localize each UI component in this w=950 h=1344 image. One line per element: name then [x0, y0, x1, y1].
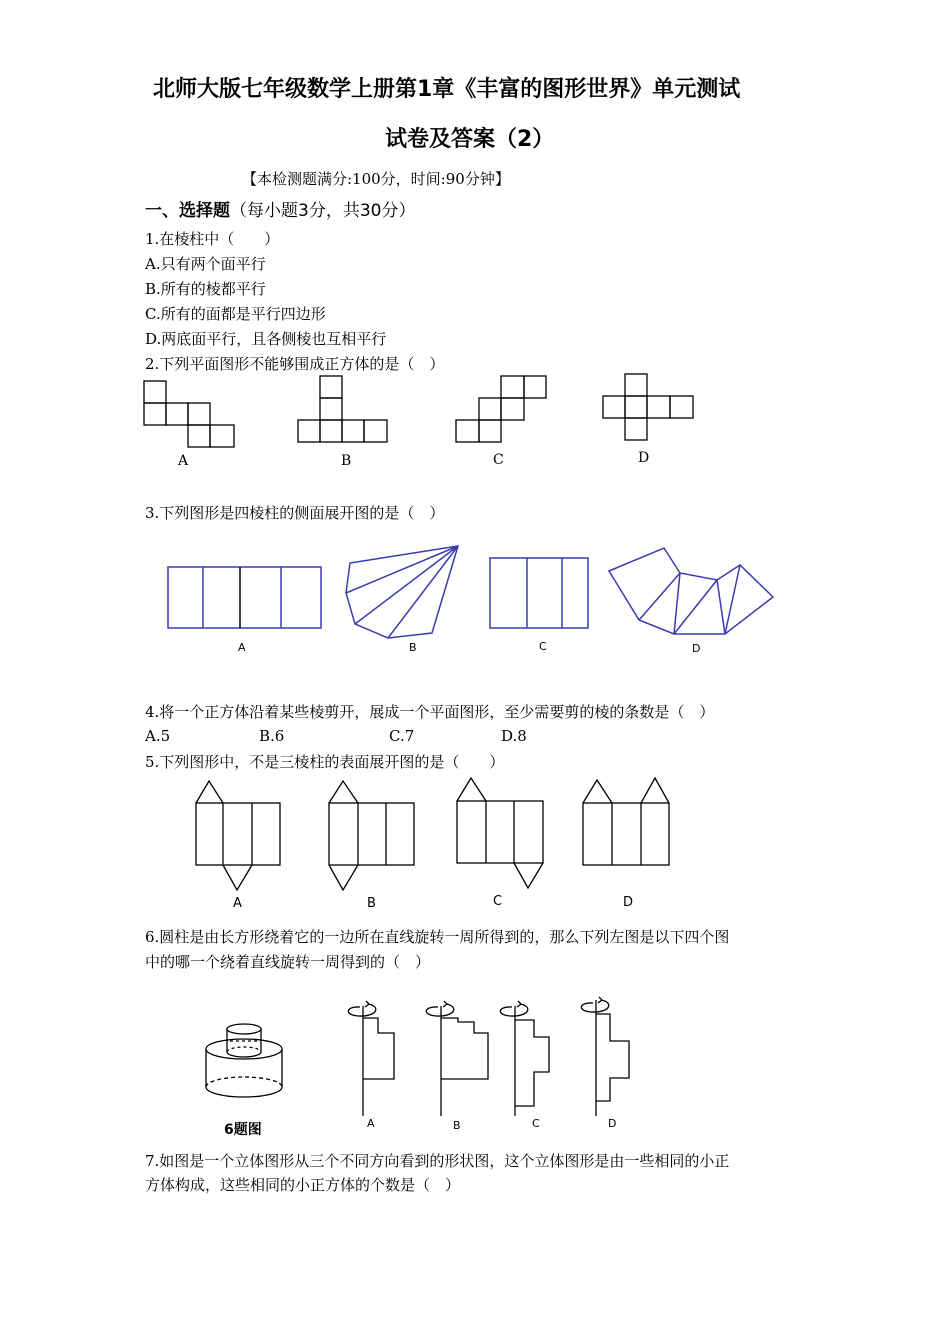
q6-label-a: A: [367, 1117, 375, 1130]
section-note: （每小题3分，共30分）: [230, 201, 416, 221]
q5-label-a: A: [233, 896, 242, 911]
q3-label-a: A: [238, 641, 246, 654]
q3-label-b: B: [409, 641, 417, 654]
q1-option-c: C.所有的面都是平行四边形: [145, 305, 326, 323]
q5-stem: 5.下列图形中，不是三棱柱的表面展开图的是（ ）: [145, 753, 505, 771]
q3-label-c: C: [539, 640, 547, 653]
q1-stem: 1.在棱柱中（ ）: [145, 230, 280, 248]
q3-label-d: D: [692, 642, 701, 655]
q2-label-c: C: [493, 452, 504, 468]
exam-meta: 【本检测题满分:100分，时间:90分钟】: [242, 170, 510, 188]
q6-profile-d: [581, 997, 629, 1116]
q3-stem: 3.下列图形是四棱柱的侧面展开图的是（ ）: [145, 504, 445, 522]
q6-label-b: B: [453, 1119, 461, 1132]
q7-stem-line1: 7.如图是一个立体图形从三个不同方向看到的形状图，这个立体图形是由一些相同的小正: [145, 1152, 730, 1170]
q4-option-d: D.8: [501, 727, 527, 745]
q5-label-d: D: [623, 895, 634, 910]
q5-label-b: B: [367, 896, 376, 911]
q6-stem-line2: 中的哪一个绕着直线旋转一周得到的（ ）: [145, 953, 431, 971]
q1-option-b: B.所有的棱都平行: [145, 280, 266, 298]
q2-label-b: B: [341, 453, 352, 469]
doc-title-line2: 试卷及答案（2）: [385, 127, 555, 152]
doc-title-line1: 北师大版七年级数学上册第1章《丰富的图形世界》单元测试: [153, 77, 741, 102]
section-title: 一、选择题: [145, 201, 230, 221]
q6-label-d: D: [608, 1117, 617, 1130]
q7-stem-line2: 方体构成，这些相同的小正方体的个数是（ ）: [145, 1176, 461, 1194]
q4-stem: 4.将一个正方体沿着某些棱剪开，展成一个平面图形，至少需要剪的棱的条数是（ ）: [145, 703, 715, 721]
q6-solid-figure: [206, 1024, 282, 1097]
q4-option-b: B.6: [259, 727, 285, 745]
q4-option-a: A.5: [145, 727, 171, 745]
q6-profile-c: [500, 1001, 549, 1116]
q1-option-d: D.两底面平行，且各侧棱也互相平行: [145, 330, 387, 348]
q2-label-a: A: [178, 453, 189, 469]
q6-figure-caption: 6题图: [224, 1122, 262, 1138]
q6-stem-line1: 6.圆柱是由长方形绕着它的一边所在直线旋转一周所得到的，那么下列左图是以下四个图: [145, 928, 730, 946]
q2-stem: 2.下列平面图形不能够围成正方体的是（ ）: [145, 355, 445, 373]
q1-option-a: A.只有两个面平行: [145, 255, 266, 273]
q6-profile-a: [348, 1001, 394, 1116]
q6-profile-b: [426, 1001, 488, 1116]
q2-label-d: D: [638, 450, 650, 466]
q6-label-c: C: [532, 1117, 540, 1130]
q5-label-c: C: [493, 894, 503, 909]
q4-option-c: C.7: [389, 727, 415, 745]
